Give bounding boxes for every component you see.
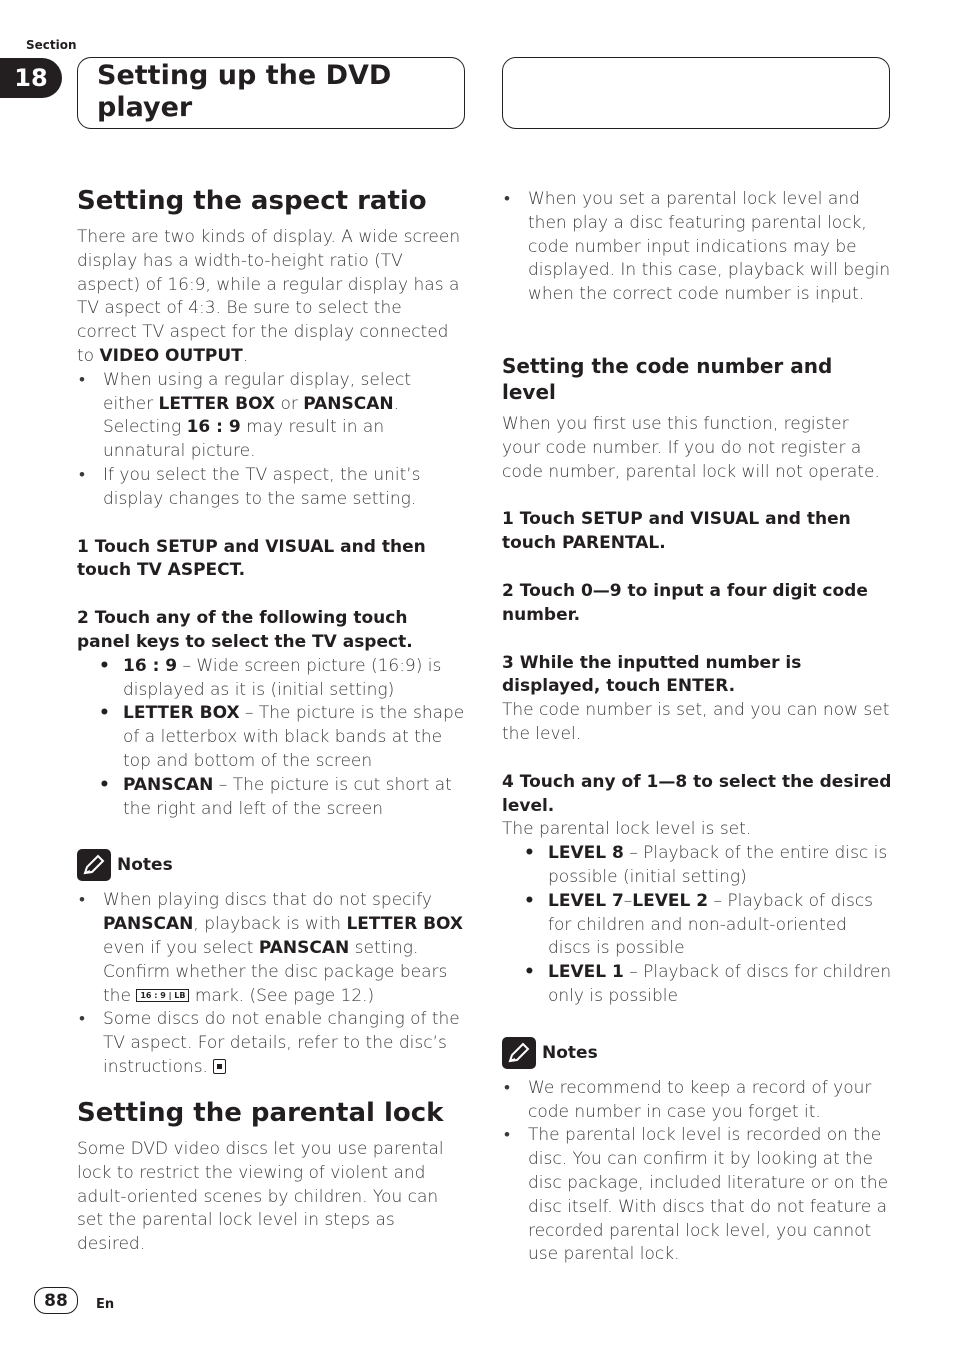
parental-lock-heading: Setting the parental lock [77,1098,444,1128]
list-item: • We recommend to keep a record of your code number in case you forget it. [502,1077,892,1125]
list-item: • When you set a parental lock level and then play a disc featuring parental lock, code number input indications may be displayed. In this case, playback will begin when the correct code number is input. [502,188,892,307]
list-item: • 16 : 9 – Wide screen picture (16:9) is displayed as it is (initial setting) [77,655,465,703]
parental-top-bullets [502,188,892,307]
aspect-ratio-section [77,186,465,1080]
notes-label: Notes [542,1042,598,1063]
notes-pencil-icon [77,849,111,881]
section-number: 18 [14,64,48,92]
aspect-intro: There are two kinds of display. A wide screen display has a width-to-height ratio (TV aspect) of 16:9, while a regular display has a TV aspect of 4:3. Be sure to select the correct TV aspect for the display connected to VIDEO OUTPUT. [77,227,461,366]
aspect-step-1: 1 Touch SETUP and VISUAL and then touch TV ASPECT. [77,536,426,581]
end-mark-icon [213,1059,226,1074]
list-item: • LEVEL 7–LEVEL 2 – Playback of discs for children and non-adult-oriented discs is possible [502,890,892,961]
notes-heading [502,1037,892,1069]
parental-step-2: 2 Touch 0—9 to input a four digit code number. [502,580,868,625]
parental-step-1: 1 Touch SETUP and VISUAL and then touch PARENTAL. [502,509,851,554]
list-item: • When using a regular display, select either LETTER BOX or PANSCAN. Selecting 16 : 9 may result in an unnatural picture. [77,369,465,464]
parental-step-4-text: The parental lock level is set. [502,819,752,840]
code-number-intro: When you first use this function, register your code number. If you do not register a code number, parental lock will not operate. [502,413,880,482]
page-title: Setting up the DVD player [97,60,392,123]
list-item: • Some discs do not enable changing of the TV aspect. For details, refer to the disc’s instructions. [77,1008,465,1079]
parental-intro: Some DVD video discs let you use parental lock to restrict the viewing of violent and adult-oriented scenes by children. You can set the parental lock level in steps as desired. [77,1139,444,1255]
aspect-notes [77,889,465,1079]
page-number: 88 [34,1287,78,1314]
parental-step-3-text: The code number is set, and you can now set the level. [502,700,890,744]
list-item: • LEVEL 8 – Playback of the entire disc is possible (initial setting) [502,842,892,890]
aspect-mark-icon: 16 : 9 | LB [136,989,189,1002]
parental-step-4: 4 Touch any of 1—8 to select the desired level. [502,771,892,816]
language-label: En [96,1297,115,1312]
list-item: • If you select the TV aspect, the unit’s display changes to the same setting. [77,464,465,512]
header-empty-box [502,57,890,129]
aspect-step-2: 2 Touch any of the following touch panel keys to select the TV aspect. [77,608,413,652]
parental-step-3: 3 While the inputted number is displayed, touch ENTER. [502,652,802,697]
notes-label: Notes [117,855,173,876]
code-number-heading: Setting the code number and level [502,353,833,404]
aspect-bullets [77,369,465,512]
parental-continued [502,188,892,1267]
aspect-options [77,655,465,822]
section-label: Section [26,38,77,52]
parental-lock-section [77,1098,465,1257]
notes-pencil-icon [502,1037,536,1069]
section-number-tab [0,58,62,98]
list-item: • The parental lock level is recorded on the disc. You can confirm it by looking at the disc package, included literature or on the disc itself. With discs that do not feature a recorded parental lock level, you cannot use parental lock. [502,1124,892,1267]
parental-notes [502,1077,892,1267]
notes-heading [77,849,465,881]
level-options [502,842,892,1009]
list-item: • When playing discs that do not specify PANSCAN, playback is with LETTER BOX even if you select PANSCAN setting. Confirm whether the disc package bears the 16 : 9 | LB mark. (See page 12.) [77,889,465,1008]
list-item: • PANSCAN – The picture is cut short at the right and left of the screen [77,774,465,822]
list-item: • LETTER BOX – The picture is the shape of a letterbox with black bands at the top and bottom of the screen [77,702,465,773]
aspect-ratio-heading: Setting the aspect ratio [77,186,427,216]
list-item: • LEVEL 1 – Playback of discs for children only is possible [502,961,892,1009]
